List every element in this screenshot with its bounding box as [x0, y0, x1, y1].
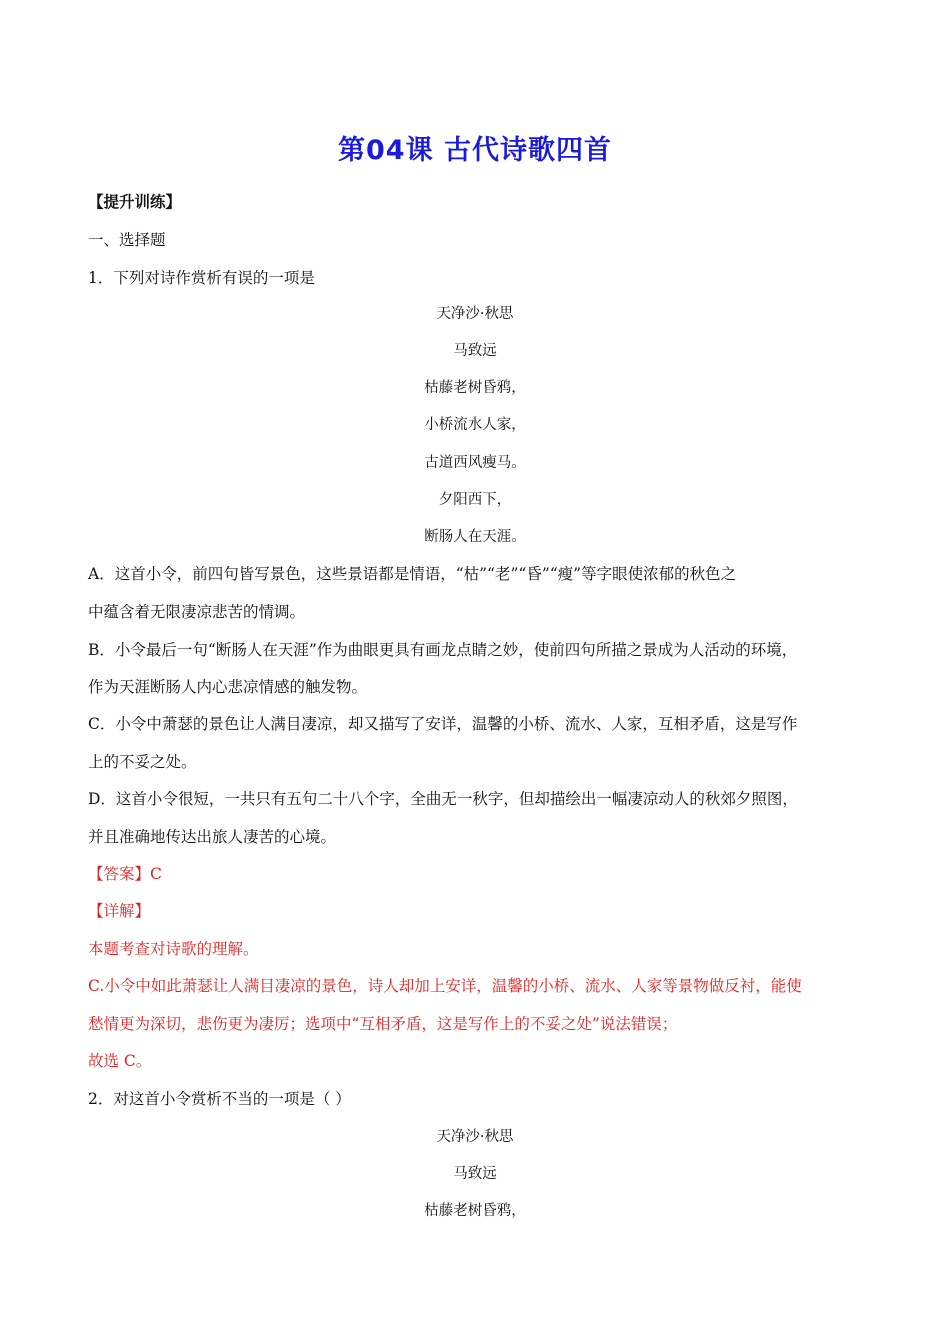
option-b: B．小令最后一句“断肠人在天涯”作为曲眼更具有画龙点睛之妙，使前四句所描之景成为人活动的环境，	[88, 641, 798, 659]
detail-conclusion: 故选 C。	[88, 1052, 152, 1070]
poem-1-line: 断肠人在天涯。	[424, 529, 526, 545]
poem-1-author: 马致远	[453, 343, 497, 359]
option-c-cont: 上的不妥之处。	[88, 753, 197, 771]
option-a: A．这首小令，前四句皆写景色，这些景语都是情语，“枯”“老”“昏”“瘦”等字眼使浓郁的秋色之	[88, 565, 737, 583]
option-a-cont: 中蕴含着无限凄凉悲苦的情调。	[88, 603, 306, 621]
option-d-cont: 并且准确地传达出旅人凄苦的心境。	[88, 828, 337, 846]
question-2-stem: 2．对这首小令赏析不当的一项是（ ）	[88, 1090, 351, 1108]
poem-2-title: 天净沙·秋思	[436, 1129, 514, 1145]
part-label: 一、选择题	[88, 231, 166, 249]
section-label: 【提升训练】	[88, 193, 182, 211]
answer-value: C	[150, 865, 162, 883]
page-title: 第04课 古代诗歌四首	[338, 135, 612, 166]
option-d: D．这首小令很短，一共只有五句二十八个字，全曲无一秋字，但却描绘出一幅凄凉动人的秋郊夕照图，	[88, 790, 798, 808]
answer-line	[88, 864, 162, 884]
poem-1-line: 古道西风瘦马。	[424, 455, 526, 471]
poem-2-author: 马致远	[453, 1166, 497, 1182]
poem-1-title: 天净沙·秋思	[436, 306, 514, 322]
answer-label: 【答案】	[88, 865, 151, 883]
detail-text: C.小令中如此萧瑟让人满目凄凉的景色，诗人却加上安详，温馨的小桥、流水、人家等景物做反衬，能使	[88, 977, 802, 995]
detail-label: 【详解】	[88, 902, 151, 920]
detail-text: 本题考查对诗歌的理解。	[88, 940, 259, 958]
option-b-cont: 作为天涯断肠人内心悲凉情感的触发物。	[88, 678, 368, 696]
question-1-stem: 1．下列对诗作赏析有误的一项是	[88, 269, 315, 287]
poem-2-line: 枯藤老树昏鸦，	[424, 1203, 526, 1219]
poem-1-line: 小桥流水人家，	[424, 417, 526, 433]
detail-text: 愁情更为深切，悲伤更为凄厉；选项中“互相矛盾，这是写作上的不妥之处”说法错误；	[88, 1015, 678, 1033]
option-c: C．小令中萧瑟的景色让人满目凄凉，却又描写了安详，温馨的小桥、流水、人家，互相矛盾，这是写作	[88, 715, 798, 733]
poem-1-line: 夕阳西下，	[438, 492, 512, 508]
poem-1-line: 枯藤老树昏鸦，	[424, 380, 526, 396]
